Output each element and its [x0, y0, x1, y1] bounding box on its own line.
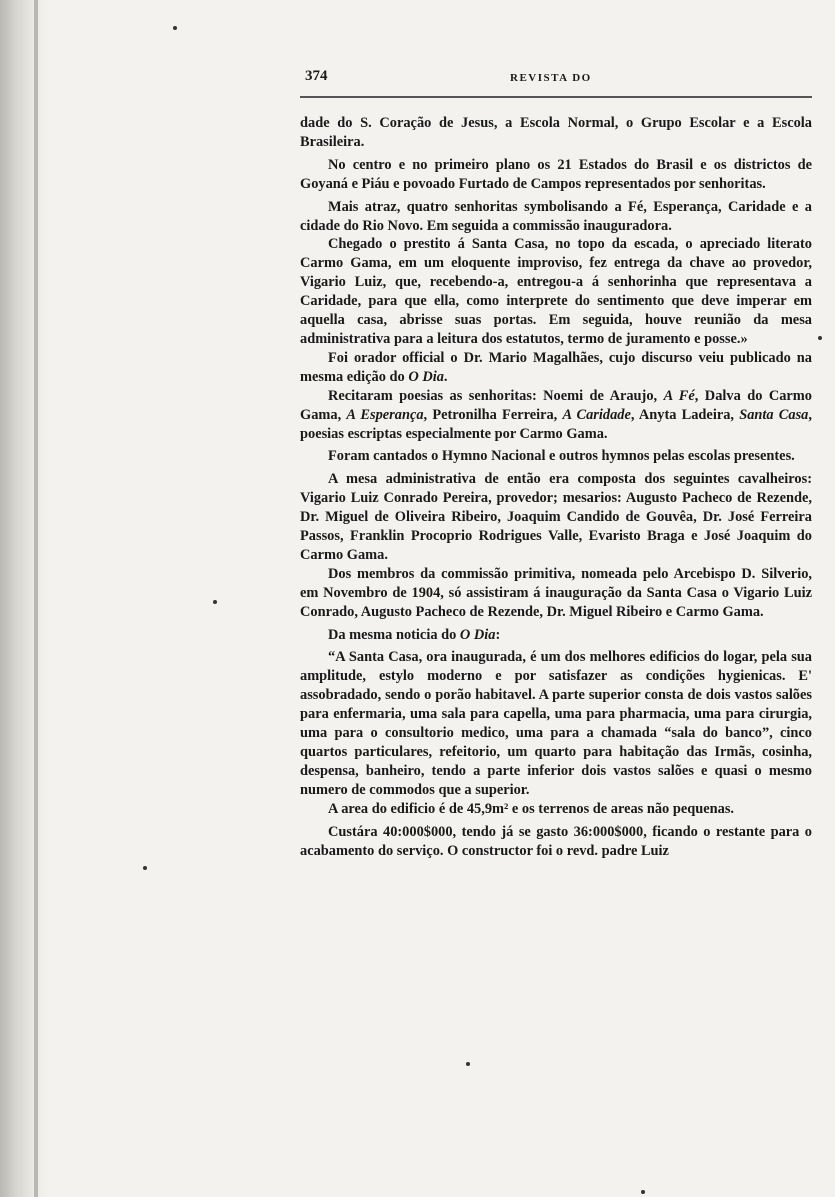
paragraph: Dos membros da commissão primitiva, nomeada pelo Arcebispo D. Silverio, em Novembro de 1904, só assistiram á inauguração da Santa Casa o Vigario Luiz Conrado, Augusto Pacheco de Rezende, Dr. Miguel Ribeiro e Carmo Gama. — [300, 565, 812, 620]
scan-speck — [466, 1062, 470, 1066]
paragraph — [300, 626, 812, 645]
scan-speck — [173, 26, 177, 30]
page-header — [305, 68, 810, 90]
page-number: 374 — [305, 68, 328, 84]
paragraph: A area do edificio é de 45,9m² e os terrenos de areas não pequenas. — [328, 800, 735, 817]
paragraph-text: Recitaram poesias as senhoritas: Noemi de Araujo, — [328, 387, 664, 404]
paragraph-text: Da mesma noticia do — [328, 626, 460, 643]
paragraph: A mesa administrativa de então era composta dos seguintes cavalheiros: Vigario Luiz Conrado Pereira, provedor; mesarios: Augusto Pacheco de Rezende, Dr. Miguel de Oliveira Ribeiro, Joaquim Candido de Gouvêa, Dr. José Ferreira Passos, Franklin Procoprio Rodrigues Valle, Evaristo Braga e José Joaquim do Carmo Gama. — [300, 471, 812, 563]
paragraph-text: : — [495, 626, 501, 643]
paragraph-text: , Dalva do Carmo Gama, — [300, 387, 812, 423]
poem-title: A Fé — [663, 387, 695, 404]
paragraph-text: Foi orador official o Dr. Mario Magalhães, cujo discurso veiu publicado na mesma edição do — [300, 349, 812, 385]
paragraph-text: , Anyta Ladeira, — [630, 406, 740, 423]
paragraph-text: , Petronilha Ferreira, — [423, 406, 563, 423]
running-title: REVISTA DO — [510, 72, 592, 84]
scan-speck — [641, 1190, 645, 1194]
paragraph: No centro e no primeiro plano os 21 Estados do Brasil e os districtos de Goyaná e Piáu e povoado Furtado de Campos representados por senhoritas. — [300, 156, 812, 192]
newspaper-title: O Dia — [459, 626, 496, 643]
scan-speck — [143, 866, 147, 870]
paragraph-text: , poesias escriptas especialmente por Carmo Gama. — [300, 406, 812, 442]
paragraph — [300, 387, 812, 444]
poem-title: Santa Casa — [739, 406, 809, 423]
paragraph: Mais atraz, quatro senhoritas symbolisando a Fé, Esperança, Caridade e a cidade do Rio Novo. Em seguida a commissão inauguradora. — [300, 198, 812, 234]
paragraph: dade do S. Coração de Jesus, a Escola Normal, o Grupo Escolar e a Escola Brasileira. — [300, 115, 812, 150]
paragraph: Custára 40:000$000, tendo já se gasto 36:000$000, ficando o restante para o acabamento do serviço. O constructor foi o revd. padre Luiz — [300, 823, 812, 859]
scan-speck — [818, 336, 822, 340]
poem-title: A Caridade — [562, 406, 631, 423]
paragraph-text: . — [443, 368, 448, 385]
newspaper-title: O Dia — [408, 368, 444, 385]
poem-title: A Esperança — [346, 406, 424, 423]
paragraph: Chegado o prestito á Santa Casa, no topo da escada, o apreciado literato Carmo Gama, em um eloquente improviso, fez entrega da chave ao provedor, Vigario Luiz, que, recebendo-a, entregou-a á senhorinha que representava a Caridade, para que ella, como interprete do sentimento que deve imperar em aquella casa, abrisse suas portas. Em seguida, houve reunião da mesa administrativa para a leitura dos estatutos, termo de juramento e posse.» — [300, 236, 812, 347]
header-rule — [300, 96, 812, 98]
scan-speck — [213, 600, 217, 604]
paragraph: “A Santa Casa, ora inaugurada, é um dos melhores edificios do logar, pela sua amplitude, estylo moderno e por satisfazer as condições hygienicas. E' assobradado, sendo o porão habitavel. A parte superior consta de dois vastos salões para enfermaria, uma sala para capella, uma para pharmacia, uma para cirurgia, uma para o consultorio medico, uma para a chamada “sala do banco”, cinco quartos particulares, refeitorio, um quarto para habitação das Irmãs, cosinha, despensa, banheiro, tendo a parte inferior dois vastos salões e quasi o mesmo numero de commodos que a superior. — [300, 649, 812, 798]
scan-page-edge — [0, 0, 46, 1197]
paragraph — [300, 349, 812, 387]
paragraph: Foram cantados o Hymno Nacional e outros hymnos pelas escolas presentes. — [328, 448, 795, 465]
page-body-text — [300, 114, 812, 860]
